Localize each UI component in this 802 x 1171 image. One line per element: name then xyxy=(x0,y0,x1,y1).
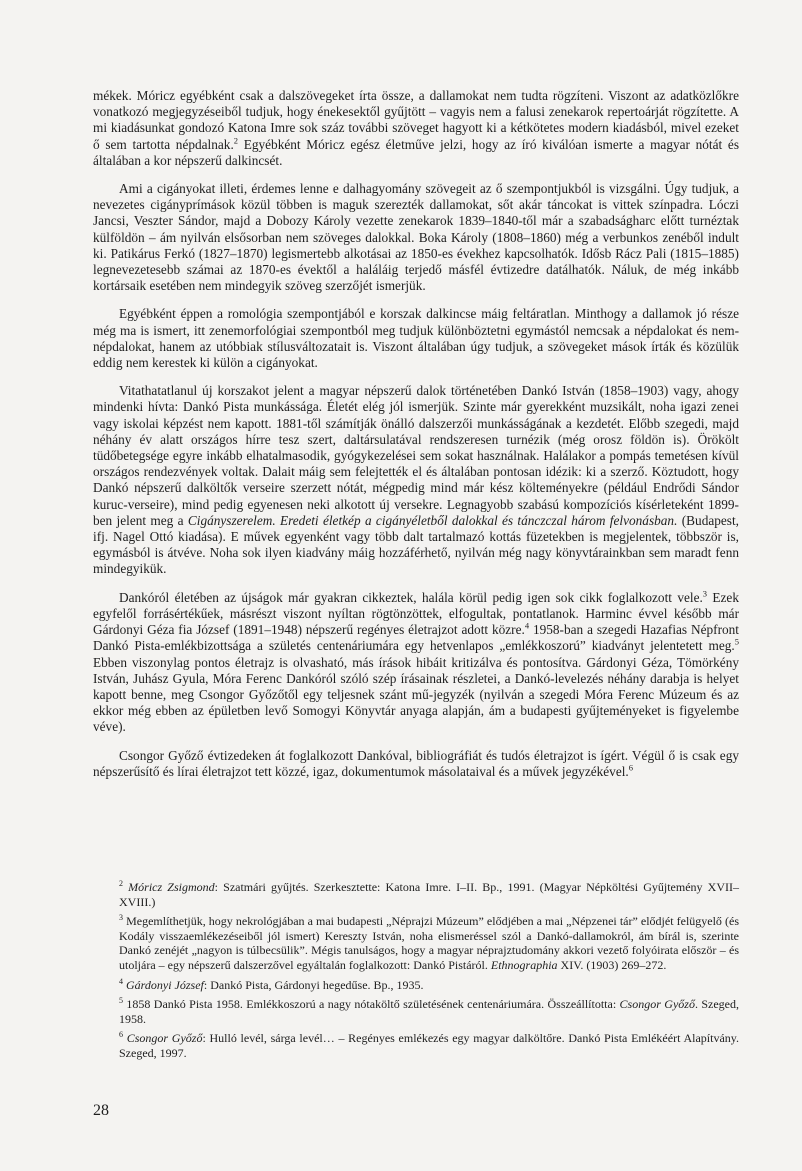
text-run: 1958-ban a szegedi Hazafias Népfront Dankó Pista-emlékbizottsága a születés centenáriumára egy hetvenlapos „emlékkoszorú” kiadványt jelentetett meg. xyxy=(93,622,739,654)
paragraph xyxy=(93,383,739,577)
text-run: 1858 Dankó Pista 1958. Emlékkoszorú a nagy nótaköltő születésének centenáriumára. Összeállította: xyxy=(126,997,620,1012)
paragraph xyxy=(93,181,739,294)
italic-text: Móricz Zsigmond xyxy=(128,880,215,894)
text-run: (Budapest, ifj. Nagel Ottó kiadása). E művek egyenként vagy több dalt tartalmazó kottás füzetekben is megjelentek, többször is, egymásból is átvéve. Noha sok ilyen kiadvány máig hozzáférhető, nyilván még nagy könyvtárainkban sem maradt fenn mindegyikük. xyxy=(93,512,739,577)
footnote xyxy=(119,1031,739,1060)
footnote xyxy=(119,978,739,993)
text-run: mékek. Móricz egyébként csak a dalszövegeket írta össze, a dallamokat nem tudta rögzíteni. Viszont az adatközlőkre vonatkozó megjegyzéseiből tudjuk, hogy énekesektől gyűjtött – vagyis nem a falusi zenekarok repertoárját rögzítette. A mi kiadásunkat gondozó Katona Imre sok száz további szöveget hagyott ki a kétkötetes modern kiadásból, mivel ezeket ő sem tartotta népdalnak. xyxy=(93,88,739,152)
italic-text: Csongor Győző xyxy=(619,997,695,1012)
footnote-reference: 6 xyxy=(628,762,633,773)
text-run: Dankóról életében az újságok már gyakran cikkeztek, halála körül pedig igen sok cikk foglalkozott vele. xyxy=(119,589,703,605)
footnote-number: 6 xyxy=(119,1030,123,1040)
paragraph xyxy=(93,88,739,169)
footnotes xyxy=(93,880,739,1066)
text-run: XIV. (1903) 269–272. xyxy=(557,957,667,972)
text-run: Ezek egyfelől forrásértékűek, másrészt viszont nyíltan rögtönzöttek, elfogultak, pontatlanok. Harminc évvel később már Gárdonyi Géza fia József (1891–1948) népszerű regényes életrajzot adott közre. xyxy=(93,589,739,638)
text-run: : Szatmári gyűjtés. Szerkesztette: Katona Imre. I–II. Bp., 1991. (Magyar Népköltési Gyűjtemény XVII–XVIII.) xyxy=(119,880,740,909)
footnote-reference: 5 xyxy=(734,636,739,647)
text-run: Vitathatatlanul új korszakot jelent a magyar népszerű dalok történetében Dankó István (1858–1903) vagy, ahogy mindenki hívta: Dankó Pista munkássága. Életét elég jól ismerjük. Szinte már gyerekként muzsikált, noha igazi zenei vagy iskolai képzést nem kapott. 1881-től számítják önálló dalszerzői munkásságának a kezdetét. Előbb szegedi, majd néhány év alatt országos hírre tesz szert, daltársulatával rendszeresen turnézik (még orosz földön is). Örökölt tüdőbetegsége egyre inkább elhatalmasodik, gyógykezelései sem sokat használnak. Halálakor a pompás temetésen kívül országos rendezvények voltak. Dalait máig sem felejtették el és általában pontosan idézik: ki a szerző. Köztudott, hogy Dankó népszerű dalköltők verseire szerzett nótát, mégpedig mind már kész költeményekre (például Endrődi Sándor kuruc-verseire), mind pedig egyenesen neki alkotott új versekre. Legnagyobb szabású kompozíciós kísérleteként 1899-ben jelent meg a xyxy=(93,383,739,528)
text-run: Egyébként Móricz egész életműve jelzi, hogy az író kiválóan ismerte a magyar nótát és általában a kor népszerű dalkincsét. xyxy=(93,136,739,168)
footnote xyxy=(119,997,739,1026)
text-run: Egyébként éppen a romológia szempontjából e korszak dalkincse máig feltáratlan. Minthogy a dallamok jó része még ma is ismert, itt zenemorfológiai szempontból meg tudjuk különböztetni egymástól nemcsak a népdalokat és nem-népdalokat, hanem az utóbbiak stílusváltozatait is. Viszont általában úgy tudjuk, a szövegeket mások írták és közülük eddig nem kerestek ki külön a cigányokat. xyxy=(93,306,739,371)
text-run: Megemlíthetjük, hogy nekrológjában a mai budapesti „Néprajzi Múzeum” elődjében a mai „Népzenei tár” elődjét felügyelő (és Kodály visszaemlékezéseiből jól ismert) Kereszty István, noha elismeréssel szól a Dankó-dallamokról, ám bírál is, szerinte Dankó zenéjét „nagyon is túlbecsülik”. Mégis tanulságos, hogy a magyar néprajztudomány akkori vezető folyóirata először – és utoljára – egy népszerű dalszerzővel egyáltalán foglalkozott: Dankó Pistáról. xyxy=(119,914,740,972)
text-run: : Dankó Pista, Gárdonyi hegedűse. Bp., 1935. xyxy=(203,977,424,992)
italic-text: Cigányszerelem. Eredeti életkép a cigányéletből dalokkal és tánczczal három felvonásban. xyxy=(187,512,678,528)
footnote-number: 2 xyxy=(119,879,123,888)
main-text xyxy=(93,88,739,780)
footnote-number: 5 xyxy=(119,996,123,1006)
text-run: : Hulló levél, sárga levél… – Regényes emlékezés egy magyar dalköltőre. Dankó Pista Emlékéért Alapítvány. Szeged, 1997. xyxy=(119,1031,739,1060)
italic-text: Csongor Győző xyxy=(126,1031,203,1046)
footnote xyxy=(119,914,739,972)
footnote-reference: 2 xyxy=(233,135,239,146)
footnote xyxy=(119,880,739,909)
text-run: Ebben viszonylag pontos életrajz is olvasható, más írások hibáit kritizálva és pontosítva. Gárdonyi Géza, Tömörkény István, Juhász Gyula, Móra Ferenc Dankóról szóló szép írásainak részletei, a Dankó-levelezés néhány darabja is helyet kapott benne, meg Csongor Győzőtől egy teljesnek szánt mű-jegyzék (nyilván a szegedi Móra Ferenc Múzeum és az ekkor még ebben az épületben levő Somogyi Könyvtár anyaga alapján, ám a budapesti gyűjteményeket is figyelembe véve). xyxy=(93,654,739,735)
footnote-reference: 4 xyxy=(524,620,530,631)
footnote-number: 4 xyxy=(119,976,123,986)
page-number: 28 xyxy=(93,1102,109,1119)
italic-text: Ethnographia xyxy=(490,957,558,972)
italic-text: Gárdonyi József xyxy=(126,977,204,992)
text-run: Csongor Győző évtizedeken át foglalkozott Dankóval, bibliográfiát és tudós életrajzot is ígért. Végül ő is csak egy népszerűsítő és lírai életrajzot tett közzé, igaz, dokumentumok másolataival és a művek jegyzékével. xyxy=(93,747,739,779)
paragraph xyxy=(93,748,739,780)
paragraph xyxy=(93,590,739,736)
text-run: Ami a cigányokat illeti, érdemes lenne e dalhagyomány szövegeit az ő szempontjukból is vizsgálni. Úgy tudjuk, a nevezetes cigányprímások közül többen is maguk szerezték dallamokat, sőt akár táncokat is vittek színpadra. Lóczi Jancsi, Veszter Sándor, majd a Dobozy Károly vezette zenekarok 1839–1840-től már a szabadságharc előtt turnéztak külföldön – ám nyilván elsősorban nem szöveges dalokkal. Boka Károly (1808–1860) még a verbunkos zenéből indult ki. Patikárus Ferkó (1827–1870) legismertebb alkotásai az 1850-es évekhez kapcsolhatók. Idősb Rácz Pali (1815–1885) legnevezetesebb számai az 1870-es évektől a haláláig terjedő másfél évtizedre datálhatók. Náluk, de még inkább kortársaik esetében nem mindegyik szöveg szerzőjét ismerjük. xyxy=(93,181,739,294)
footnote-reference: 3 xyxy=(702,588,708,599)
footnote-number: 3 xyxy=(119,913,123,923)
paragraph xyxy=(93,306,739,371)
text-run: . Szeged, 1958. xyxy=(119,997,739,1026)
